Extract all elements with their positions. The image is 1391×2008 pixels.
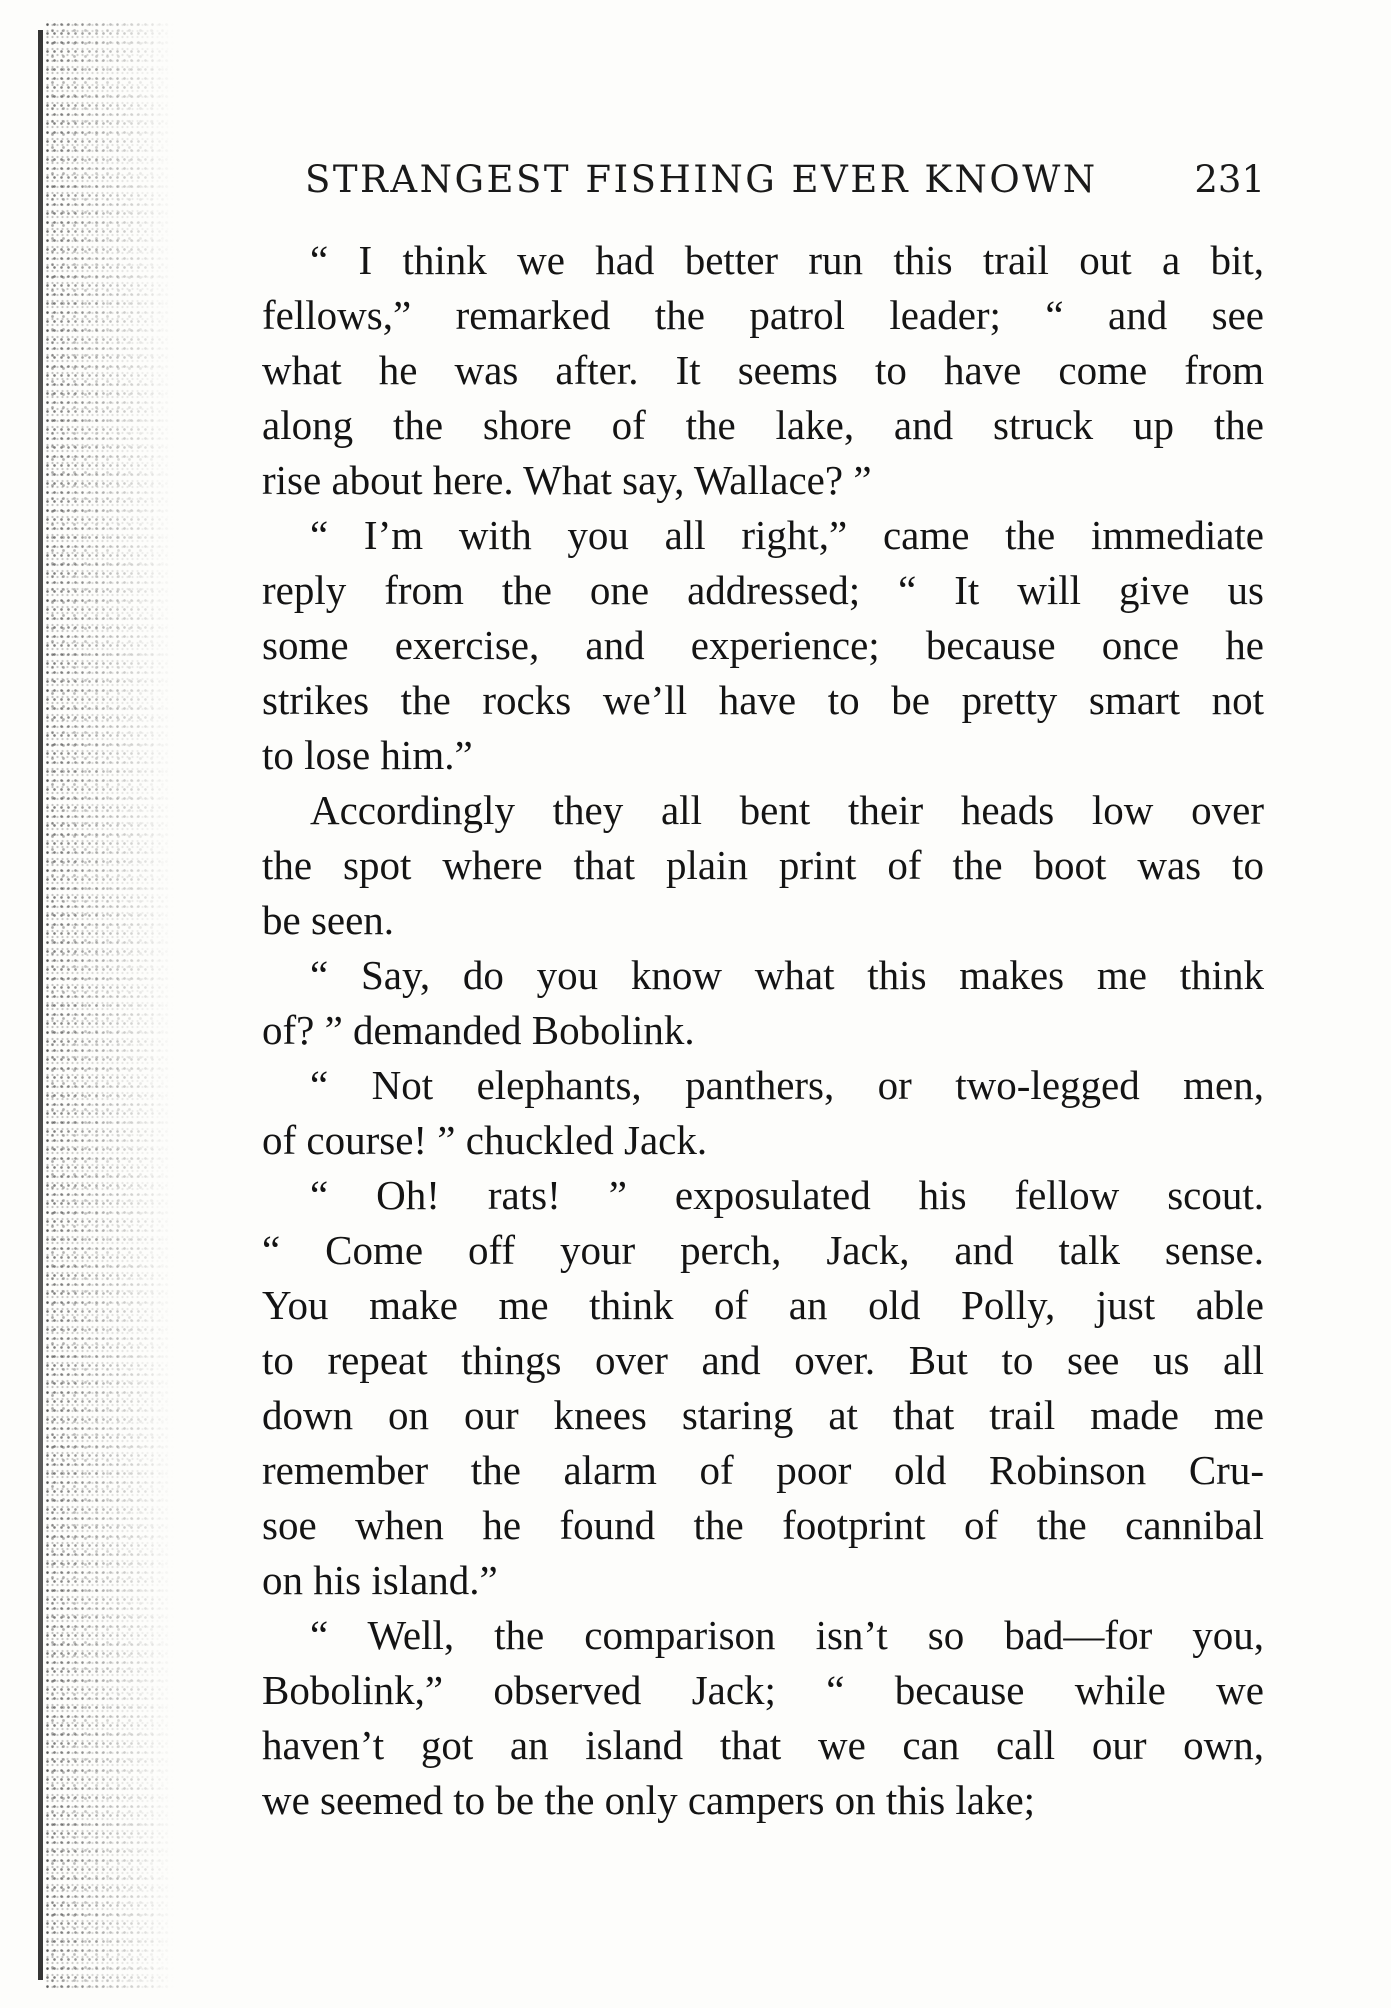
text-line: Bobolink,” observed Jack; “ because while we xyxy=(262,1667,1264,1713)
text-line: haven’t got an island that we can call our own, xyxy=(262,1722,1264,1768)
text-line: to repeat things over and over. But to see us all xyxy=(262,1337,1264,1383)
text-line: what he was after. It seems to have come from xyxy=(262,347,1264,393)
text-line: down on our knees staring at that trail made me xyxy=(262,1392,1264,1438)
scan-speckle-noise xyxy=(44,20,174,1990)
paragraph xyxy=(262,1058,1264,1168)
running-head: STRANGEST FISHING EVER KNOWN xyxy=(305,158,1098,201)
text-line: of? ” demanded Bobolink. xyxy=(262,1007,695,1053)
text-line: strikes the rocks we’ll have to be pretty smart not xyxy=(262,677,1264,723)
text-line: “ Well, the comparison isn’t so bad—for you, xyxy=(310,1612,1264,1658)
paragraph xyxy=(262,948,1264,1058)
text-line: reply from the one addressed; “ It will give us xyxy=(262,567,1264,613)
text-line: “ Oh! rats! ” exposulated his fellow scout. xyxy=(310,1172,1264,1218)
text-line: “ Not elephants, panthers, or two-legged men, xyxy=(310,1062,1264,1108)
text-line: “ I think we had better run this trail out a bit, xyxy=(310,237,1264,283)
text-line: rise about here. What say, Wallace? ” xyxy=(262,457,872,503)
text-line: Accordingly they all bent their heads low over xyxy=(310,787,1264,833)
text-line: be seen. xyxy=(262,897,395,943)
text-line: some exercise, and experience; because once he xyxy=(262,622,1264,668)
page-header xyxy=(305,150,1265,210)
body-text xyxy=(262,233,1264,1828)
text-line: remember the alarm of poor old Robinson Cru- xyxy=(262,1447,1264,1493)
text-line: soe when he found the footprint of the cannibal xyxy=(262,1502,1264,1548)
text-line: “ Say, do you know what this makes me think xyxy=(310,952,1264,998)
paragraph xyxy=(262,1168,1264,1608)
scanned-binding-gutter xyxy=(0,0,200,2008)
text-line: along the shore of the lake, and struck up the xyxy=(262,402,1264,448)
paragraph xyxy=(262,233,1264,508)
paragraph xyxy=(262,508,1264,783)
text-line: “ I’m with you all right,” came the immediate xyxy=(310,512,1264,558)
text-line: of course! ” chuckled Jack. xyxy=(262,1117,708,1163)
text-line: “ Come off your perch, Jack, and talk sense. xyxy=(262,1227,1264,1273)
page-number: 231 xyxy=(1194,158,1265,201)
text-line: the spot where that plain print of the boot was to xyxy=(262,842,1264,888)
text-line: You make me think of an old Polly, just able xyxy=(262,1282,1264,1328)
binding-shadow xyxy=(38,30,43,1980)
text-line: fellows,” remarked the patrol leader; “ and see xyxy=(262,292,1264,338)
text-line: we seemed to be the only campers on this lake; xyxy=(262,1777,1036,1823)
text-line: on his island.” xyxy=(262,1557,498,1603)
paragraph xyxy=(262,1608,1264,1828)
paragraph xyxy=(262,783,1264,948)
text-line: to lose him.” xyxy=(262,732,473,778)
